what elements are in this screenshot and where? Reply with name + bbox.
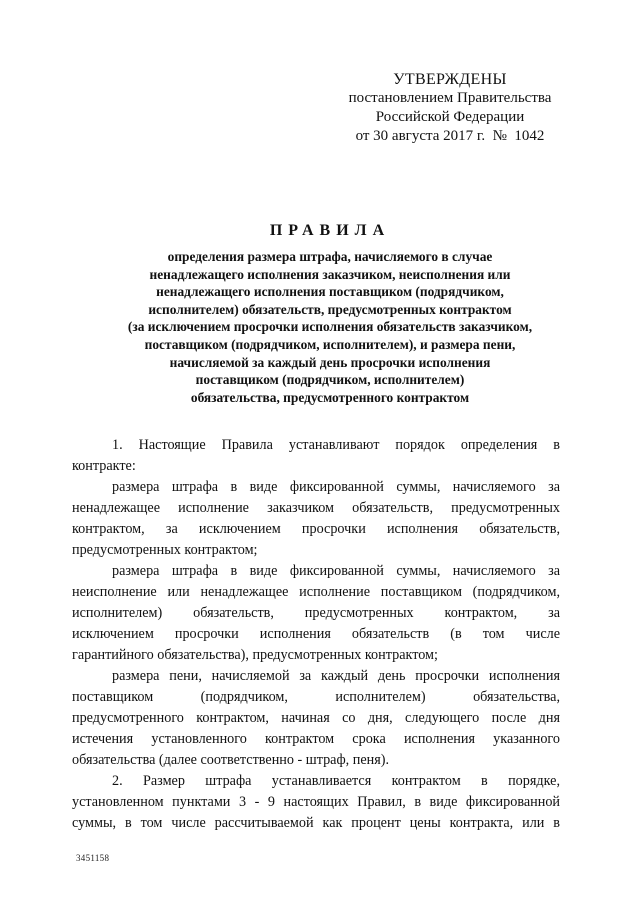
body-line: контракте: xyxy=(72,458,136,474)
paragraph-2 xyxy=(72,477,560,561)
body-line: исполнителем) обязательств, предусмотренных контрактом, за xyxy=(72,605,560,621)
body-line: контрактом, за исключением просрочки исполнения обязательств, xyxy=(72,521,560,537)
body-line: суммы, в том числе рассчитываемой как процент цены контракта, или в xyxy=(72,815,560,831)
document-title: ПРАВИЛА xyxy=(269,222,391,239)
paragraph-5 xyxy=(72,771,560,834)
document-subtitle xyxy=(60,248,600,406)
body-line: предусмотренного контрактом, начиная со дня, следующего после дня xyxy=(72,710,560,726)
body-line: гарантийного обязательства), предусмотренных контрактом; xyxy=(72,647,438,663)
subtitle-line: определения размера штрафа, начисляемого в случае xyxy=(167,249,493,264)
approval-government-line: Российской Федерации xyxy=(375,109,525,125)
body-line: истечения установленного контрактом срока исполнения указанного xyxy=(72,731,560,747)
paragraph-3 xyxy=(72,561,560,666)
body-line: поставщиком (подрядчиком, исполнителем) обязательства, xyxy=(72,689,560,705)
approval-stamp xyxy=(330,70,570,146)
body-line: предусмотренных контрактом; xyxy=(72,542,258,558)
subtitle-line: ненадлежащего исполнения поставщиком (подрядчиком, xyxy=(156,284,504,300)
subtitle-line: начисляемой за каждый день просрочки исполнения xyxy=(169,354,491,370)
approval-heading: УТВЕРЖДЕНЫ xyxy=(393,71,507,88)
subtitle-line: ненадлежащего исполнения заказчиком, неисполнения или xyxy=(149,266,511,282)
body-line: размера штрафа в виде фиксированной суммы, начисляемого за xyxy=(112,563,560,579)
body-line: обязательства (далее соответственно - штраф, пеня). xyxy=(72,752,390,768)
document-title-block xyxy=(60,222,600,406)
paragraph-4 xyxy=(72,666,560,771)
body-line: ненадлежащее исполнение заказчиком обязательств, предусмотренных xyxy=(72,500,560,516)
body-line: размера пени, начисляемой за каждый день просрочки исполнения xyxy=(112,668,560,684)
approval-date-line: от 30 августа 2017 г. № 1042 xyxy=(355,128,545,144)
body-line: исключением просрочки исполнения обязательств (в том числе xyxy=(72,626,560,642)
approval-decree-line: постановлением Правительства xyxy=(348,90,552,106)
subtitle-line: (за исключением просрочки исполнения обязательств заказчиком, xyxy=(127,319,533,335)
subtitle-line: обязательства, предусмотренного контрактом xyxy=(190,389,470,405)
subtitle-line: поставщиком (подрядчиком, исполнителем), и размера пени, xyxy=(144,336,516,352)
subtitle-line: исполнителем) обязательств, предусмотренных контрактом xyxy=(148,301,512,317)
document-body xyxy=(72,435,560,834)
paragraph-1 xyxy=(72,435,560,477)
document-id-code: 3451158 xyxy=(76,853,110,863)
body-line: установленном пунктами 3 - 9 настоящих Правил, в виде фиксированной xyxy=(72,794,560,810)
body-line: размера штрафа в виде фиксированной суммы, начисляемого за xyxy=(112,479,560,495)
body-line: 1. Настоящие Правила устанавливают порядок определения в xyxy=(112,437,560,453)
body-line: неисполнение или ненадлежащее исполнение поставщиком (подрядчиком, xyxy=(72,584,560,600)
body-line: 2. Размер штрафа устанавливается контрактом в порядке, xyxy=(112,773,560,789)
subtitle-line: поставщиком (подрядчиком, исполнителем) xyxy=(195,372,465,388)
